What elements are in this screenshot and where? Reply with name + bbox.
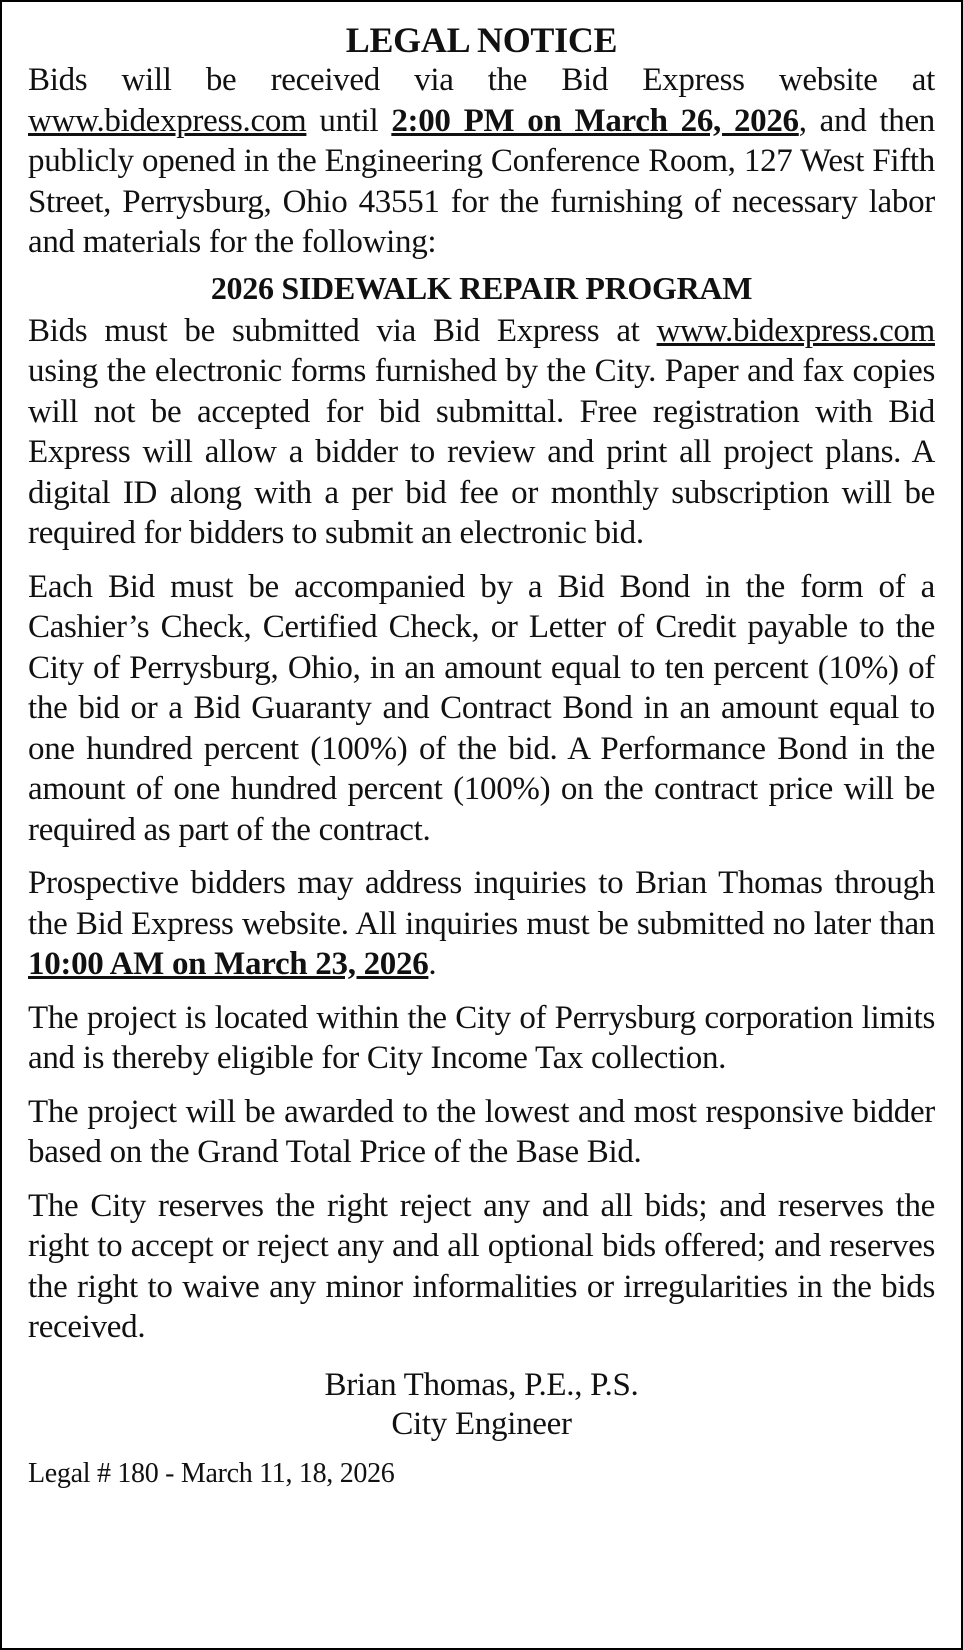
location-paragraph: The project is located within the City of Perrysburg corporation limits and is thereby eligible for City Income Tax collection. [28, 999, 935, 1076]
signature-name: Brian Thomas, P.E., P.S. [324, 1366, 639, 1403]
intro-text-2: until [306, 102, 392, 139]
inquiry-deadline: 10:00 AM on March 23, 2026 [28, 946, 429, 982]
award-paragraph: The project will be awarded to the lowest and most responsive bidder based on the Grand Total Price of the Base Bid. [28, 1093, 935, 1170]
signature-role: City Engineer [391, 1405, 572, 1442]
bidexpress-link[interactable]: www.bidexpress.com [28, 102, 307, 139]
intro-text-1: Bids will be received via the Bid Express website at [28, 62, 935, 98]
bidexpress-link-2[interactable]: www.bidexpress.com [656, 312, 935, 349]
legal-footer: Legal # 180 - March 11, 18, 2026 [28, 1457, 395, 1489]
intro-paragraph [28, 60, 935, 263]
bond-paragraph: Each Bid must be accompanied by a Bid Bond in the form of a Cashier’s Check, Certified Check, or Letter of Credit payable to the City of Perrysburg, Ohio, in an amount equal to ten percent (10%) of the bid or a Bid Guaranty and Contract Bond in an amount equal to one hundred percent (100%) of the bid. A Performance Bond in the amount of one hundred percent (100%) on the contract price will be required as part of the contract. [28, 568, 935, 848]
reserves-paragraph: The City reserves the right reject any and all bids; and reserves the right to accept or reject any and all optional bids offered; and reserves the right to waive any minor informalities or irregularities in the bids received. [28, 1187, 935, 1345]
intro-text-3: , and then publicly opened in the Engineering Conference Room, 127 West Fifth Street, Perrysburg, Ohio 43551 for the furnishing of necessary labor and materials for the following: [28, 102, 935, 260]
inquiries-text-1: Prospective bidders may address inquiries to Brian Thomas through the Bid Express website. All inquiries must be submitted no later than [28, 865, 935, 942]
inquiries-paragraph [28, 863, 935, 985]
signature-block [28, 1366, 935, 1444]
notice-title: LEGAL NOTICE [345, 20, 618, 60]
submission-paragraph [28, 311, 935, 554]
submission-text-1: Bids must be submitted via Bid Express at [28, 312, 657, 349]
inquiries-text-2: . [428, 946, 437, 982]
submission-text-2: using the electronic forms furnished by the City. Paper and fax copies will not be accepted for bid submittal. Free registration with Bid Express will allow a bidder to review and print all project plans. A digital ID along with a per bid fee or monthly subscription will be required for bidders to submit an electronic bid. [28, 353, 935, 551]
bid-deadline: 2:00 PM on March 26, 2026 [391, 102, 799, 139]
project-title: 2026 SIDEWALK REPAIR PROGRAM [210, 269, 753, 306]
